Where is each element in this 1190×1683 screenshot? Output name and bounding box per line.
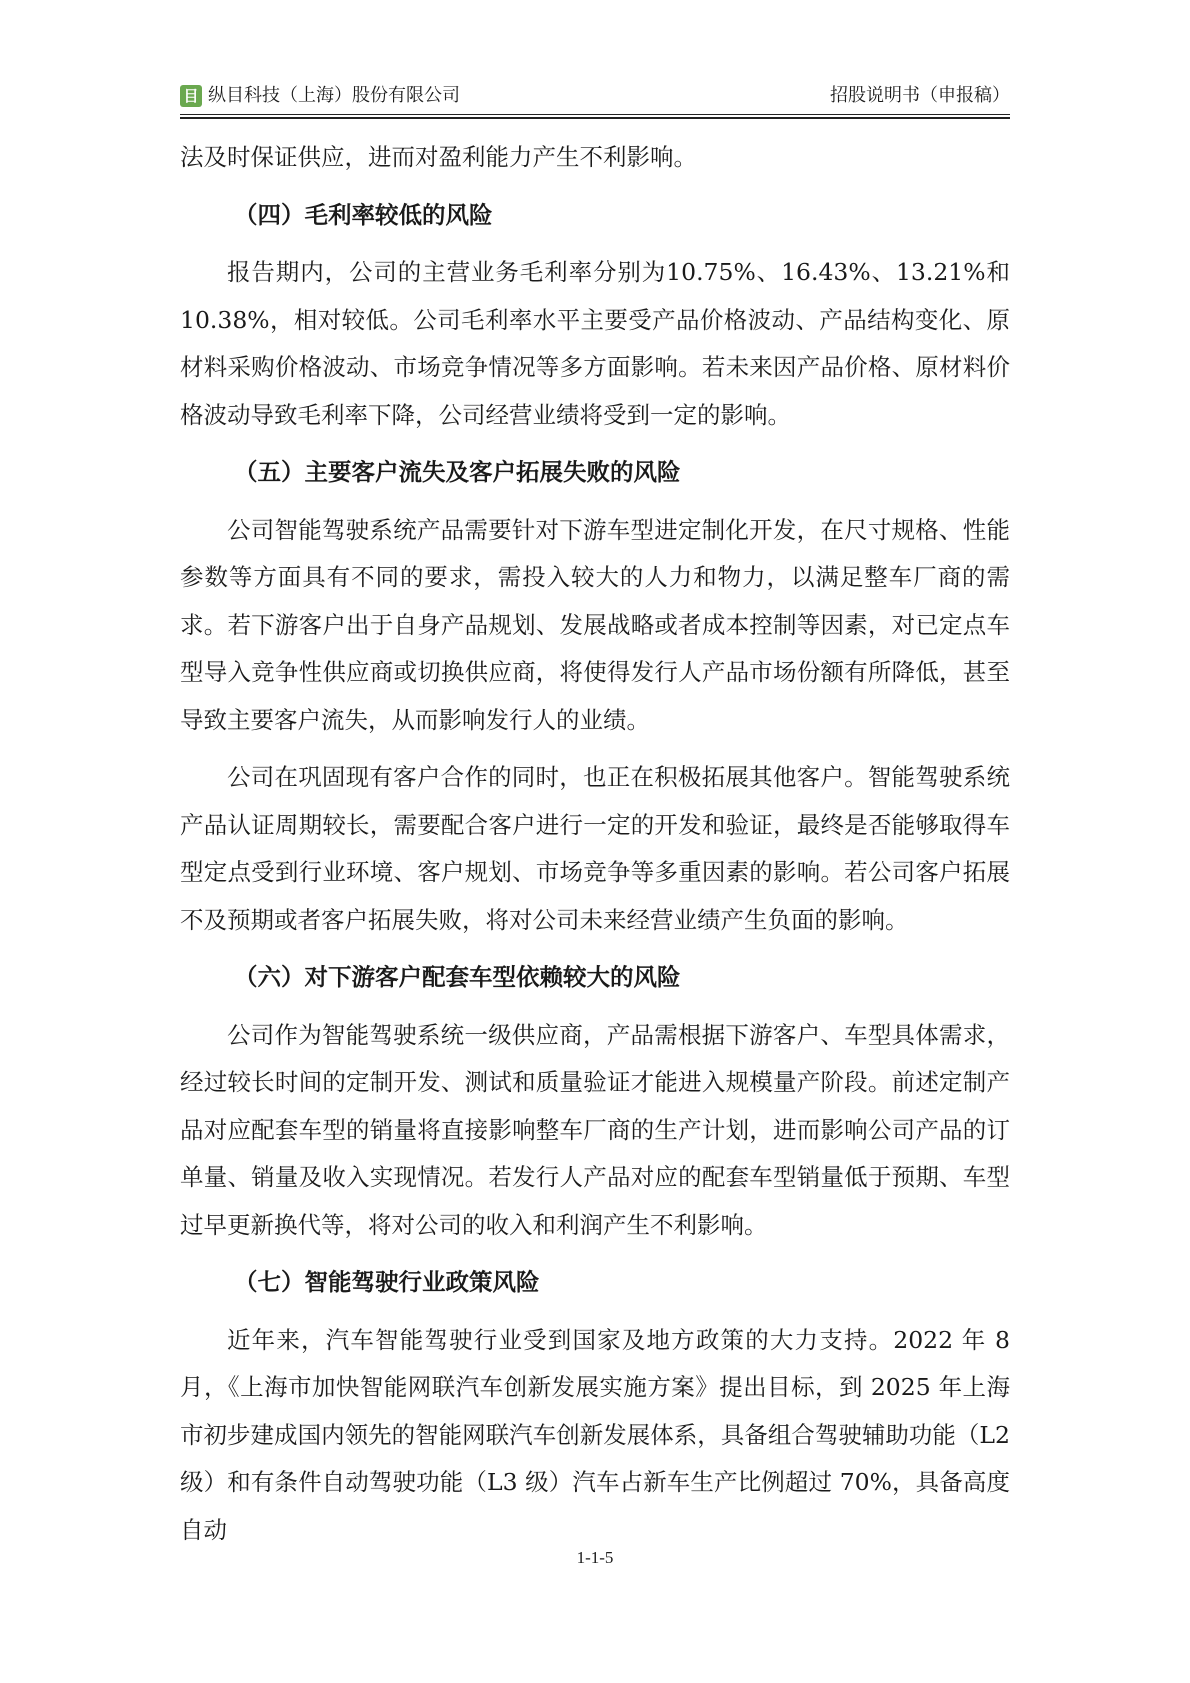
paragraph-gross-margin: 报告期内，公司的主营业务毛利率分别为10.75%、16.43%、13.21%和10.38%，相对较低。公司毛利率水平主要受产品价格波动、产品结构变化、原材料采购价格波动、市场竞争情况等多方面影响。若未来因产品价格、原材料价格波动导致毛利率下降，公司经营业绩将受到一定的影响。	[180, 258, 1010, 429]
company-logo-icon: 目	[180, 85, 202, 107]
header-company-name: 纵目科技（上海）股份有限公司	[208, 85, 460, 106]
header-document-title: 招股说明书（申报稿）	[830, 85, 1010, 106]
section-heading-policy-risk: （七）智能驾驶行业政策风险	[234, 1268, 540, 1296]
page-number: 1-1-5	[576, 1548, 614, 1567]
section-heading-vehicle-dependency: （六）对下游客户配套车型依赖较大的风险	[234, 963, 681, 991]
paragraph-intro: 法及时保证供应，进而对盈利能力产生不利影响。	[180, 143, 697, 171]
paragraph-customer-loss-1: 公司智能驾驶系统产品需要针对下游车型进定制化开发，在尺寸规格、性能参数等方面具有不同的要求，需投入较大的人力和物力，以满足整车厂商的需求。若下游客户出于自身产品规划、发展战略或者成本控制等因素，对已定点车型导入竞争性供应商或切换供应商，将使得发行人产品市场份额有所降低，甚至导致主要客户流失，从而影响发行人的业绩。	[180, 515, 1010, 734]
paragraph-policy-risk: 近年来，汽车智能驾驶行业受到国家及地方政策的大力支持。2022 年 8 月，《上海市加快智能网联汽车创新发展实施方案》提出目标，到 2025 年上海市初步建成国内领先的智能网联汽车创新发展体系，具备组合驾驶辅助功能（L2 级）和有条件自动驾驶功能（L3 级）汽车占新车生产比例超过 70%，具备高度自动	[180, 1325, 1010, 1544]
paragraph-customer-loss-2: 公司在巩固现有客户合作的同时，也正在积极拓展其他客户。智能驾驶系统产品认证周期较长，需要配合客户进行一定的开发和验证，最终是否能够取得车型定点受到行业环境、客户规划、市场竞争等多重因素的影响。若公司客户拓展不及预期或者客户拓展失败，将对公司未来经营业绩产生负面的影响。	[180, 763, 1010, 934]
document-body	[180, 134, 1010, 1554]
section-heading-gross-margin: （四）毛利率较低的风险	[234, 200, 493, 229]
paragraph-vehicle-dependency: 公司作为智能驾驶系统一级供应商，产品需根据下游客户、车型具体需求，经过较长时间的定制开发、测试和质量验证才能进入规模量产阶段。前述定制产品对应配套车型的销量将直接影响整车厂商的生产计划，进而影响公司产品的订单量、销量及收入实现情况。若发行人产品对应的配套车型销量低于预期、车型过早更新换代等，将对公司的收入和利润产生不利影响。	[180, 1020, 1010, 1239]
page-header	[180, 82, 1010, 112]
header-divider	[180, 114, 1010, 115]
section-heading-customer-loss: （五）主要客户流失及客户拓展失败的风险	[234, 458, 681, 486]
header-divider-thick	[180, 117, 1010, 119]
